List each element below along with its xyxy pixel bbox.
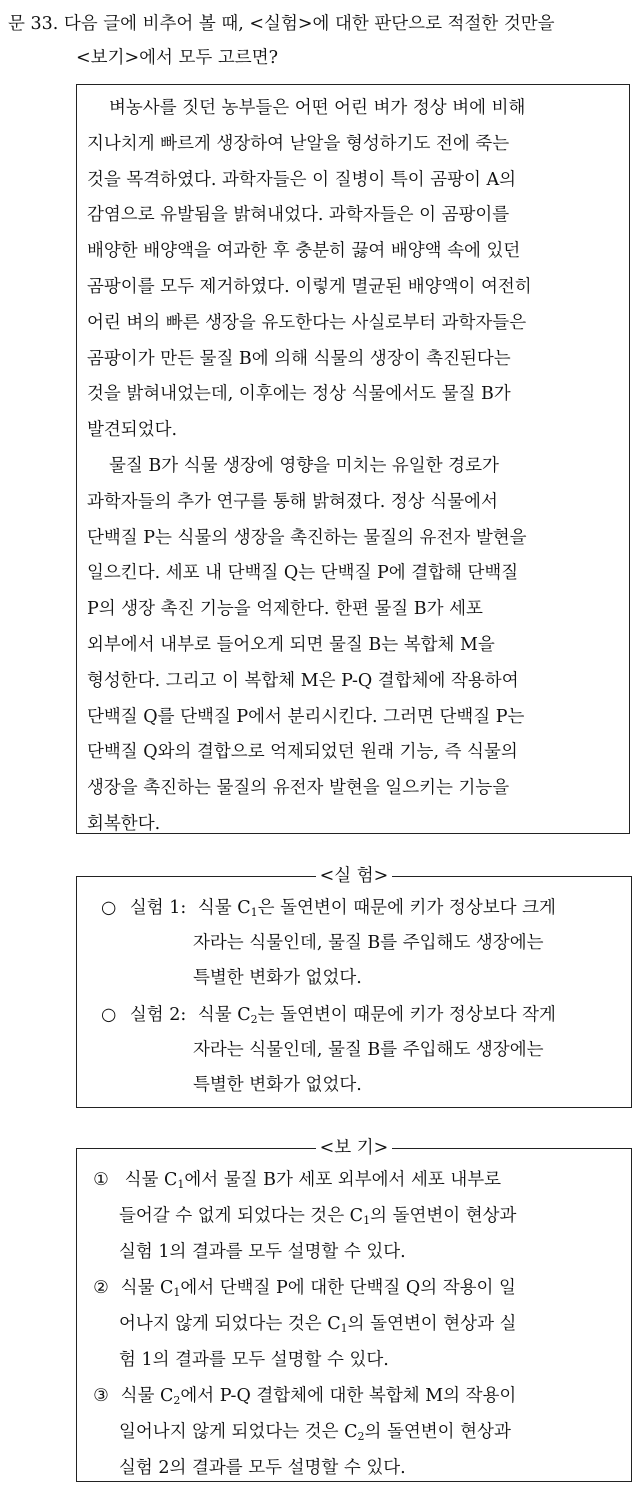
passage-line: 것을 목격하였다. 과학자들은 이 질병이 특이 곰팡이 A의	[87, 169, 517, 190]
bogi-item-1-line-2: 들어갈 수 없게 되었다는 것은 $C_1$의 돌연변이 현상과	[119, 1206, 517, 1227]
passage-line: 단백질 Q와의 결합으로 억제되었던 원래 기능, 즉 식물의	[87, 742, 518, 763]
passage-line: 감염으로 유발됨을 밝혀내었다. 과학자들은 이 곰팡이를	[87, 205, 510, 226]
passage-line: 단백질 P는 식물의 생장을 촉진하는 물질의 유전자 발현을	[87, 527, 527, 548]
experiment-box	[76, 866, 632, 1108]
passage-line: 일으킨다. 세포 내 단백질 Q는 단백질 P에 결합해 단백질	[87, 563, 519, 584]
question-line-2: <보기>에서 모두 고르면?	[76, 48, 278, 68]
bogi-item-3-line-1: ③ 식물 $C_2$에서 P-Q 결합체에 대한 복합체 M의 작용이	[93, 1386, 517, 1407]
passage-line: 곰팡이를 모두 제거하였다. 이렇게 멸균된 배양액이 여전히	[87, 276, 532, 297]
bogi-item-1-line-3: 실험 1의 결과를 모두 설명할 수 있다.	[119, 1242, 406, 1262]
experiment-1-line-2: 자라는 식물인데, 물질 B를 주입해도 생장에는	[193, 933, 544, 953]
passage-line: 회복한다.	[87, 813, 161, 834]
bogi-box	[76, 1138, 632, 1482]
bogi-title: <보 기>	[77, 1136, 631, 1160]
experiment-1-line-1: ○ 실험 1: 식물 $C_1$은 돌연변이 때문에 키가 정상보다 크게	[101, 898, 556, 919]
bogi-item-2-line-2: 어나지 않게 되었다는 것은 $C_1$의 돌연변이 현상과 실	[119, 1314, 517, 1335]
passage-line: 벼농사를 짓던 농부들은 어떤 어린 벼가 정상 벼에 비해	[109, 98, 526, 118]
experiment-2-line-2: 자라는 식물인데, 물질 B를 주입해도 생장에는	[193, 1040, 544, 1060]
passage-line: 발견되었다.	[87, 420, 178, 441]
passage-line: 물질 B가 식물 생장에 영향을 미치는 유일한 경로가	[109, 455, 499, 476]
experiment-1-line-3: 특별한 변화가 없었다.	[193, 968, 362, 988]
experiment-title: <실 험>	[77, 864, 631, 888]
experiment-2-line-3: 특별한 변화가 없었다.	[193, 1075, 362, 1095]
passage-box	[76, 84, 630, 834]
passage-line: 생장을 촉진하는 물질의 유전자 발현을 일으키는 기능을	[87, 778, 510, 799]
passage-line: 곰팡이가 만든 물질 B에 의해 식물의 생장이 촉진된다는	[87, 348, 511, 369]
passage-line: 것을 밝혀내었는데, 이후에는 정상 식물에서도 물질 B가	[87, 384, 511, 405]
passage-line: 외부에서 내부로 들어오게 되면 물질 B는 복합체 M을	[87, 634, 495, 655]
bogi-item-3-line-3: 실험 2의 결과를 모두 설명할 수 있다.	[119, 1458, 406, 1478]
passage-line: 과학자들의 추가 연구를 통해 밝혀졌다. 정상 식물에서	[87, 491, 498, 512]
experiment-2-line-1: ○ 실험 2: 식물 $C_2$는 돌연변이 때문에 키가 정상보다 작게	[101, 1005, 556, 1026]
passage-line: 어린 벼의 빠른 생장을 유도한다는 사실로부터 과학자들은	[87, 312, 527, 333]
passage-line: 지나치게 빠르게 생장하여 낟알을 형성하기도 전에 죽는	[87, 133, 510, 154]
passage-line: P의 생장 촉진 기능을 억제한다. 한편 물질 B가 세포	[87, 599, 483, 620]
bogi-item-1-line-1: ① 식물 $C_1$에서 물질 B가 세포 외부에서 세포 내부로	[93, 1170, 502, 1191]
passage-line: 형성한다. 그리고 이 복합체 M은 P-Q 결합체에 작용하여	[87, 670, 519, 691]
bogi-item-2-line-1: ② 식물 $C_1$에서 단백질 P에 대한 단백질 Q의 작용이 일	[93, 1278, 516, 1299]
passage-line: 단백질 Q를 단백질 P에서 분리시킨다. 그러면 단백질 P는	[87, 706, 525, 727]
bogi-item-3-line-2: 일어나지 않게 되었다는 것은 $C_2$의 돌연변이 현상과	[119, 1422, 511, 1443]
question-line-1: 문 33. 다음 글에 비추어 볼 때, <실험>에 대한 판단으로 적절한 것만을	[8, 14, 555, 34]
passage-line: 배양한 배양액을 여과한 후 충분히 끓여 배양액 속에 있던	[87, 241, 521, 262]
bogi-item-2-line-3: 험 1의 결과를 모두 설명할 수 있다.	[119, 1350, 389, 1370]
